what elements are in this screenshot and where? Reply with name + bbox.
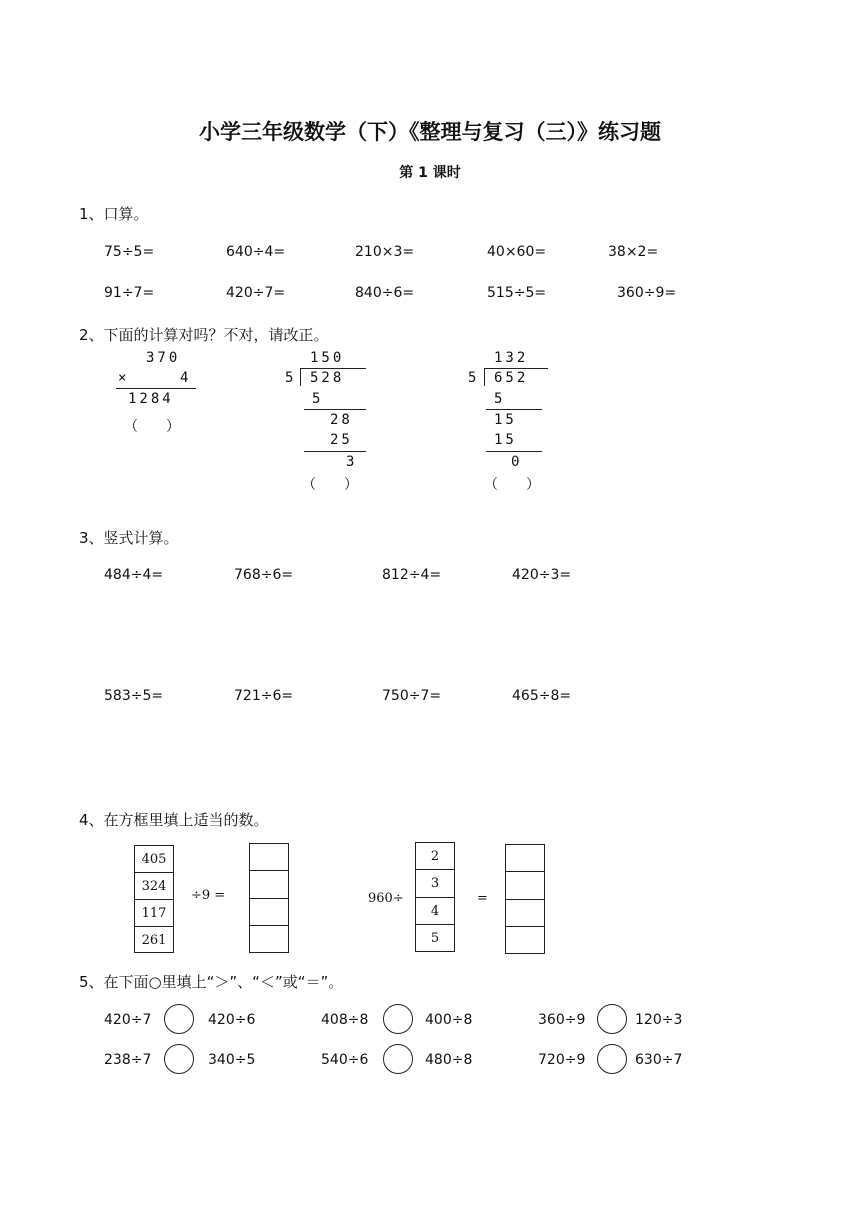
compare-left: 408÷8 xyxy=(321,1012,369,1028)
step-value: 5 xyxy=(312,391,324,407)
equals-sign: = xyxy=(477,891,488,906)
quotient: 150 xyxy=(310,350,345,366)
q1-item: 210×3= xyxy=(355,244,415,260)
compare-left: 420÷7 xyxy=(104,1012,152,1028)
q1-item: 40×60= xyxy=(487,244,547,260)
step-value: 15 xyxy=(494,412,517,428)
step-value: 25 xyxy=(330,432,353,448)
answer-column[interactable] xyxy=(505,844,545,954)
compare-circle[interactable] xyxy=(383,1004,413,1034)
answer-box[interactable] xyxy=(250,926,288,954)
q5-heading: 5、在下面○里填上“＞”、“＜”或“＝”。 xyxy=(79,973,344,991)
compare-left: 238÷7 xyxy=(104,1052,152,1068)
column-cell: 117 xyxy=(135,900,173,927)
dividend-column xyxy=(134,845,174,953)
step-value: 5 xyxy=(494,391,506,407)
column-cell: 2 xyxy=(416,843,454,870)
division-bar xyxy=(484,368,548,369)
column-cell: 4 xyxy=(416,898,454,925)
q1-item: 420÷7= xyxy=(226,285,286,301)
answer-parentheses: （ ） xyxy=(302,477,358,493)
q2-heading: 2、下面的计算对吗？不对，请改正。 xyxy=(79,326,329,344)
times-sign: × xyxy=(118,370,130,386)
compare-right: 120÷3 xyxy=(635,1012,683,1028)
answer-box[interactable] xyxy=(506,872,544,900)
q3-item: 465÷8= xyxy=(512,688,572,704)
q1-item: 640÷4= xyxy=(226,244,286,260)
q3-heading: 3、竖式计算。 xyxy=(79,529,179,547)
rule-line xyxy=(304,409,366,410)
answer-box[interactable] xyxy=(250,871,288,899)
divide-by-nine: ÷9 = xyxy=(191,888,226,903)
multiplicand: 370 xyxy=(146,350,181,366)
answer-box[interactable] xyxy=(250,899,288,926)
answer-column[interactable] xyxy=(249,843,289,953)
answer-box[interactable] xyxy=(506,845,544,872)
compare-circle[interactable] xyxy=(164,1004,194,1034)
q1-item: 840÷6= xyxy=(355,285,415,301)
column-cell: 5 xyxy=(430,931,440,946)
q3-item: 583÷5= xyxy=(104,688,164,704)
q3-item: 420÷3= xyxy=(512,567,572,583)
compare-left: 360÷9 xyxy=(538,1012,586,1028)
compare-right: 340÷5 xyxy=(208,1052,256,1068)
compare-circle[interactable] xyxy=(164,1044,194,1074)
column-cell: 405 xyxy=(135,846,173,873)
answer-box[interactable] xyxy=(506,927,544,955)
rule-line xyxy=(304,451,366,452)
column-cell: 261 xyxy=(141,933,167,948)
q3-item: 721÷6= xyxy=(234,688,294,704)
step-value: 15 xyxy=(494,432,517,448)
compare-left: 540÷6 xyxy=(321,1052,369,1068)
column-cell: 3 xyxy=(416,870,454,898)
compare-right: 480÷8 xyxy=(425,1052,473,1068)
q3-item: 484÷4= xyxy=(104,567,164,583)
column-cell: 324 xyxy=(135,873,173,900)
answer-parentheses: （ ） xyxy=(124,419,180,435)
answer-parentheses: （ ） xyxy=(484,477,540,493)
compare-circle[interactable] xyxy=(597,1004,627,1034)
division-bar xyxy=(300,368,366,369)
dividend: 528 xyxy=(310,370,345,386)
q4-heading: 4、在方框里填上适当的数。 xyxy=(79,811,269,829)
divisor: 5 xyxy=(468,370,480,386)
rule-line xyxy=(486,409,542,410)
dividend-prefix: 960÷ xyxy=(368,891,404,906)
multiplier: 4 xyxy=(180,370,192,386)
compare-circle[interactable] xyxy=(383,1044,413,1074)
q1-heading: 1、口算。 xyxy=(79,205,149,223)
compare-right: 420÷6 xyxy=(208,1012,256,1028)
product: 1284 xyxy=(128,391,174,407)
remainder: 3 xyxy=(346,454,358,470)
dividend: 652 xyxy=(494,370,529,386)
step-value: 28 xyxy=(330,412,353,428)
rule-line xyxy=(486,451,542,452)
division-bracket xyxy=(484,368,485,386)
q1-item: 515÷5= xyxy=(487,285,547,301)
division-bracket xyxy=(300,368,301,386)
q3-item: 812÷4= xyxy=(382,567,442,583)
q1-item: 91÷7= xyxy=(104,285,155,301)
q3-item: 768÷6= xyxy=(234,567,294,583)
page-subtitle: 第 1 课时 xyxy=(399,165,461,181)
rule-line xyxy=(116,388,196,389)
compare-left: 720÷9 xyxy=(538,1052,586,1068)
compare-right: 630÷7 xyxy=(635,1052,683,1068)
quotient: 132 xyxy=(494,350,529,366)
page-title: 小学三年级数学（下）《整理与复习（三）》练习题 xyxy=(199,120,661,144)
compare-right: 400÷8 xyxy=(425,1012,473,1028)
q1-item: 360÷9= xyxy=(617,285,677,301)
divisor: 5 xyxy=(285,370,297,386)
q1-item: 38×2= xyxy=(608,244,659,260)
q1-item: 75÷5= xyxy=(104,244,155,260)
compare-circle[interactable] xyxy=(597,1044,627,1074)
answer-box[interactable] xyxy=(250,844,288,871)
divisor-column xyxy=(415,842,455,952)
remainder: 0 xyxy=(511,454,523,470)
answer-box[interactable] xyxy=(506,900,544,927)
q3-item: 750÷7= xyxy=(382,688,442,704)
